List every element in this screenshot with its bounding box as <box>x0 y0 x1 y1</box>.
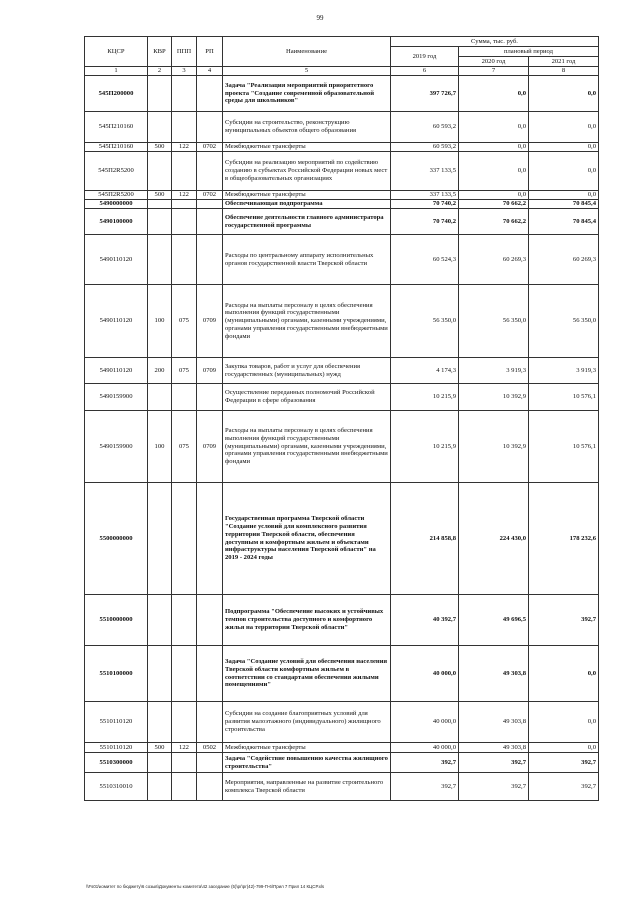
ppp-cell <box>172 773 197 801</box>
name-cell: Задача "Создание условий для обеспечения населения Тверской области комфортным жильем в соответствии со стандартами обеспечения жилыми помещениями" <box>223 646 391 702</box>
value-2020-cell: 49 696,5 <box>459 595 529 646</box>
header-num-6: 6 <box>391 67 459 76</box>
kvr-cell <box>148 200 172 209</box>
kcsr-cell: 5510000000 <box>85 595 148 646</box>
value-2020-cell: 392,7 <box>459 773 529 801</box>
ppp-cell: 075 <box>172 358 197 384</box>
value-2021-cell: 10 576,1 <box>529 384 599 411</box>
ppp-cell <box>172 483 197 595</box>
ppp-cell <box>172 384 197 411</box>
kcsr-cell: 5490100000 <box>85 209 148 235</box>
header-sum: Сумма, тыс. руб. <box>391 37 599 47</box>
value-2020-cell: 49 303,8 <box>459 743 529 753</box>
value-2020-cell: 60 269,3 <box>459 235 529 285</box>
name-cell: Межбюджетные трансферты <box>223 191 391 200</box>
budget-table <box>84 36 599 801</box>
table-row <box>85 143 599 152</box>
rp-cell: 0702 <box>197 143 223 152</box>
header-num-3: 3 <box>172 67 197 76</box>
kcsr-cell: 5510110120 <box>85 743 148 753</box>
kcsr-cell: 545П2R5200 <box>85 152 148 191</box>
value-2019-cell: 60 593,2 <box>391 112 459 143</box>
table-row <box>85 384 599 411</box>
value-2019-cell: 40 000,0 <box>391 702 459 743</box>
header-year-2021: 2021 год <box>529 57 599 67</box>
value-2019-cell: 40 000,0 <box>391 743 459 753</box>
name-cell: Межбюджетные трансферты <box>223 743 391 753</box>
header-kcsr: КЦСР <box>85 37 148 67</box>
value-2020-cell: 0,0 <box>459 112 529 143</box>
name-cell: Осуществление переданных полномочий Российской Федерации в сфере образования <box>223 384 391 411</box>
ppp-cell <box>172 646 197 702</box>
ppp-cell: 122 <box>172 191 197 200</box>
table-row <box>85 646 599 702</box>
value-2021-cell: 392,7 <box>529 773 599 801</box>
value-2020-cell: 224 430,0 <box>459 483 529 595</box>
header-year-2019: 2019 год <box>391 47 459 67</box>
rp-cell: 0702 <box>197 191 223 200</box>
value-2021-cell: 0,0 <box>529 743 599 753</box>
kvr-cell: 500 <box>148 191 172 200</box>
rp-cell <box>197 200 223 209</box>
value-2019-cell: 70 740,2 <box>391 209 459 235</box>
kvr-cell <box>148 753 172 773</box>
value-2021-cell: 392,7 <box>529 595 599 646</box>
header-num-1: 1 <box>85 67 148 76</box>
value-2019-cell: 392,7 <box>391 773 459 801</box>
table-row <box>85 285 599 358</box>
header-rp: РП <box>197 37 223 67</box>
kvr-cell <box>148 702 172 743</box>
ppp-cell <box>172 112 197 143</box>
value-2020-cell: 3 919,3 <box>459 358 529 384</box>
name-cell: Межбюджетные трансферты <box>223 143 391 152</box>
value-2020-cell: 10 392,9 <box>459 411 529 483</box>
kvr-cell <box>148 235 172 285</box>
kcsr-cell: 545П2R5200 <box>85 191 148 200</box>
kcsr-cell: 545П210160 <box>85 112 148 143</box>
value-2020-cell: 0,0 <box>459 152 529 191</box>
value-2020-cell: 70 662,2 <box>459 209 529 235</box>
value-2019-cell: 10 215,9 <box>391 411 459 483</box>
kvr-cell: 500 <box>148 743 172 753</box>
table-row <box>85 483 599 595</box>
value-2019-cell: 56 350,0 <box>391 285 459 358</box>
value-2021-cell: 10 576,1 <box>529 411 599 483</box>
table-row <box>85 209 599 235</box>
rp-cell <box>197 76 223 112</box>
value-2021-cell: 0,0 <box>529 646 599 702</box>
ppp-cell <box>172 209 197 235</box>
kcsr-cell: 5490159900 <box>85 384 148 411</box>
rp-cell <box>197 702 223 743</box>
table-row <box>85 235 599 285</box>
value-2019-cell: 70 740,2 <box>391 200 459 209</box>
name-cell: Обеспечивающая подпрограмма <box>223 200 391 209</box>
value-2019-cell: 337 133,5 <box>391 191 459 200</box>
header-name: Наименование <box>223 37 391 67</box>
table-row <box>85 702 599 743</box>
value-2021-cell: 70 845,4 <box>529 200 599 209</box>
value-2020-cell: 49 303,8 <box>459 702 529 743</box>
table-row <box>85 200 599 209</box>
table-row <box>85 191 599 200</box>
value-2019-cell: 60 524,3 <box>391 235 459 285</box>
name-cell: Закупка товаров, работ и услуг для обеспечения государственных (муниципальных) нужд <box>223 358 391 384</box>
name-cell: Мероприятия, направленные на развитие строительного комплекса Тверской области <box>223 773 391 801</box>
value-2020-cell: 392,7 <box>459 753 529 773</box>
rp-cell: 0709 <box>197 411 223 483</box>
kcsr-cell: 5500000000 <box>85 483 148 595</box>
rp-cell <box>197 646 223 702</box>
kcsr-cell: 5490159900 <box>85 411 148 483</box>
name-cell: Субсидии на строительство, реконструкцию муниципальных объектов общего образования <box>223 112 391 143</box>
value-2021-cell: 3 919,3 <box>529 358 599 384</box>
header-num-8: 8 <box>529 67 599 76</box>
kcsr-cell: 5510310010 <box>85 773 148 801</box>
kvr-cell <box>148 595 172 646</box>
value-2021-cell: 56 350,0 <box>529 285 599 358</box>
kvr-cell: 100 <box>148 411 172 483</box>
kcsr-cell: 5510110120 <box>85 702 148 743</box>
header-num-2: 2 <box>148 67 172 76</box>
value-2021-cell: 0,0 <box>529 152 599 191</box>
name-cell: Субсидии на создание благоприятных условий для развития малоэтажного (индивидуального) жилищного строительства <box>223 702 391 743</box>
kcsr-cell: 5490110120 <box>85 235 148 285</box>
value-2019-cell: 214 858,8 <box>391 483 459 595</box>
table-row <box>85 773 599 801</box>
kvr-cell: 100 <box>148 285 172 358</box>
name-cell: Государственная программа Тверской области "Создание условий для комплексного развития территории Тверской области, обеспечения доступным и комфортным жильем и объектами инфраструктуры населения Тверской области" на 2019 - 2024 годы <box>223 483 391 595</box>
rp-cell: 0709 <box>197 358 223 384</box>
rp-cell: 0502 <box>197 743 223 753</box>
rp-cell <box>197 384 223 411</box>
name-cell: Обеспечение деятельности главного администратора государственной программы <box>223 209 391 235</box>
kcsr-cell: 5510100000 <box>85 646 148 702</box>
kvr-cell: 200 <box>148 358 172 384</box>
ppp-cell: 075 <box>172 411 197 483</box>
value-2020-cell: 10 392,9 <box>459 384 529 411</box>
ppp-cell <box>172 152 197 191</box>
page-number: 99 <box>316 14 324 22</box>
ppp-cell <box>172 753 197 773</box>
rp-cell <box>197 753 223 773</box>
rp-cell <box>197 773 223 801</box>
name-cell: Задача "Содействие повышению качества жилищного строительства" <box>223 753 391 773</box>
table-row <box>85 152 599 191</box>
value-2021-cell: 0,0 <box>529 702 599 743</box>
kvr-cell <box>148 152 172 191</box>
rp-cell <box>197 235 223 285</box>
kvr-cell <box>148 384 172 411</box>
ppp-cell: 122 <box>172 743 197 753</box>
rp-cell <box>197 483 223 595</box>
value-2019-cell: 337 133,5 <box>391 152 459 191</box>
value-2021-cell: 0,0 <box>529 191 599 200</box>
value-2019-cell: 4 174,3 <box>391 358 459 384</box>
value-2020-cell: 49 303,8 <box>459 646 529 702</box>
rp-cell: 0709 <box>197 285 223 358</box>
header-num-4: 4 <box>197 67 223 76</box>
value-2019-cell: 397 726,7 <box>391 76 459 112</box>
table-row <box>85 76 599 112</box>
value-2019-cell: 40 000,0 <box>391 646 459 702</box>
rp-cell <box>197 595 223 646</box>
value-2020-cell: 70 662,2 <box>459 200 529 209</box>
name-cell: Задача "Реализация мероприятий приоритетного проекта "Создание современной образовательной среды для школьников" <box>223 76 391 112</box>
value-2021-cell: 178 232,6 <box>529 483 599 595</box>
table-header <box>85 37 599 76</box>
kvr-cell: 500 <box>148 143 172 152</box>
kcsr-cell: 5490110120 <box>85 285 148 358</box>
value-2021-cell: 392,7 <box>529 753 599 773</box>
value-2019-cell: 392,7 <box>391 753 459 773</box>
name-cell: Расходы на выплаты персоналу в целях обеспечения выполнения функций государственными (муниципальными) органами, казенными учреждениями, органами управления государственными внебюджетными фондами <box>223 285 391 358</box>
kvr-cell <box>148 209 172 235</box>
table-body <box>85 76 599 801</box>
table-row <box>85 753 599 773</box>
header-num-5: 5 <box>223 67 391 76</box>
ppp-cell <box>172 200 197 209</box>
value-2019-cell: 10 215,9 <box>391 384 459 411</box>
kvr-cell <box>148 773 172 801</box>
file-path-footer: \\Fs01\комитет по бюджету\6 созыв\Документы комитета\42 заседание (5)\pr\pr(42)-799-П-6\Прил 7 Прил 14 КЦСР.xls <box>86 884 325 889</box>
rp-cell <box>197 209 223 235</box>
value-2021-cell: 0,0 <box>529 76 599 112</box>
ppp-cell <box>172 702 197 743</box>
rp-cell <box>197 112 223 143</box>
kcsr-cell: 5490000000 <box>85 200 148 209</box>
header-kvr: КВР <box>148 37 172 67</box>
value-2021-cell: 70 845,4 <box>529 209 599 235</box>
name-cell: Расходы на выплаты персоналу в целях обеспечения выполнения функций государственными (муниципальными) органами, казенными учреждениями, органами управления государственными внебюджетными фондами <box>223 411 391 483</box>
value-2021-cell: 0,0 <box>529 143 599 152</box>
value-2019-cell: 40 392,7 <box>391 595 459 646</box>
kcsr-cell: 545П210160 <box>85 143 148 152</box>
value-2020-cell: 0,0 <box>459 76 529 112</box>
ppp-cell <box>172 76 197 112</box>
ppp-cell <box>172 235 197 285</box>
header-num-7: 7 <box>459 67 529 76</box>
kvr-cell <box>148 646 172 702</box>
header-plan-period: плановый период <box>459 47 599 57</box>
value-2021-cell: 0,0 <box>529 112 599 143</box>
ppp-cell: 075 <box>172 285 197 358</box>
value-2020-cell: 0,0 <box>459 143 529 152</box>
name-cell: Подпрограмма "Обеспечение высоких и устойчивых темпов строительства доступного и комфортного жилья на территории Тверской области" <box>223 595 391 646</box>
kcsr-cell: 545П200000 <box>85 76 148 112</box>
table-row <box>85 112 599 143</box>
kvr-cell <box>148 112 172 143</box>
table-row <box>85 595 599 646</box>
kvr-cell <box>148 76 172 112</box>
name-cell: Расходы по центральному аппарату исполнительных органов государственной власти Тверской области <box>223 235 391 285</box>
value-2021-cell: 60 269,3 <box>529 235 599 285</box>
name-cell: Субсидии на реализацию мероприятий по содействию созданию в субъектах Российской Федерации новых мест в общеобразовательных организациях <box>223 152 391 191</box>
value-2019-cell: 60 593,2 <box>391 143 459 152</box>
ppp-cell: 122 <box>172 143 197 152</box>
table-row <box>85 743 599 753</box>
table-row <box>85 358 599 384</box>
kvr-cell <box>148 483 172 595</box>
header-year-2020: 2020 год <box>459 57 529 67</box>
value-2020-cell: 0,0 <box>459 191 529 200</box>
rp-cell <box>197 152 223 191</box>
ppp-cell <box>172 595 197 646</box>
value-2020-cell: 56 350,0 <box>459 285 529 358</box>
kcsr-cell: 5490110120 <box>85 358 148 384</box>
table-row <box>85 411 599 483</box>
header-ppp: ППП <box>172 37 197 67</box>
kcsr-cell: 5510300000 <box>85 753 148 773</box>
